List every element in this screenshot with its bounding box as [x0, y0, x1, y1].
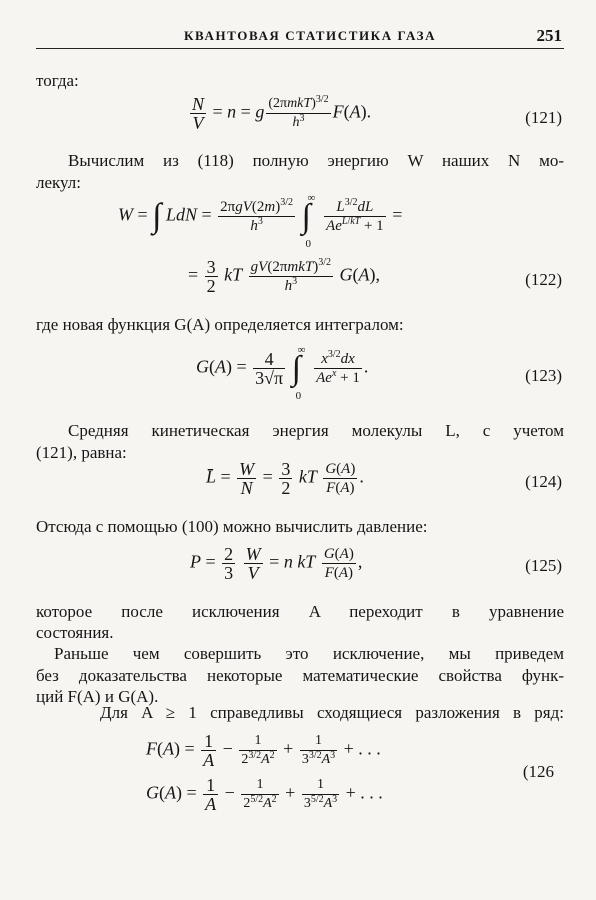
equation-122-line1: W = ∫ LdN = $\frac{2\pi gV(2m)^{3/2}}{h^3}$ ∫ ∞ 0 $\frac{L^{3/2}dL}{Ae^{L/kT} + 1}$ =: [118, 191, 403, 250]
paragraph-mean-energy-line2: (121), равна:: [36, 443, 127, 462]
equation-123: G(A) = $\frac{4}{3√\pi}$ ∫ ∞ 0 $\frac{x^{3/2}dx}{Ae^x + 1}$ .: [196, 343, 369, 402]
header-title: КВАНТОВАЯ СТАТИСТИКА ГАЗА: [184, 28, 437, 43]
equation-126-G: G(A) = $\frac{1}{A}$ − $\frac{1}{2^{5/2}A^2}$ + $\frac{1}{3^{5/2}A^3}$ + . . .: [146, 775, 383, 814]
equation-number-125: (125): [525, 556, 562, 575]
page-number: 251: [536, 26, 562, 45]
equation-126-F: F(A) = $\frac{1}{A}$ − $\frac{1}{2^{3/2}A^2}$ + $\frac{1}{3^{3/2}A^3}$ + . . .: [146, 731, 381, 770]
paragraph-elimination-line2: состояния.: [36, 623, 114, 642]
equation-number-123: (123): [525, 366, 562, 385]
paragraph-properties-line2: без доказательства некоторые математические свойства функ-: [36, 666, 564, 685]
paragraph-new-function: где новая функция G(A) определяется интегралом:: [36, 315, 404, 334]
paragraph-properties-line3: ций F(A) и G(A).: [36, 687, 159, 706]
equation-number-124: (124): [525, 472, 562, 491]
paragraph-elimination-line1: которое после исключения A переходит в уравнение: [36, 602, 564, 621]
equation-121: $\frac{N}{V}$ = n = g $\frac{(2\pi mkT)^{3/2}}{h^3}$ F(A).: [192, 94, 372, 133]
running-header: [36, 26, 564, 49]
paragraph-energy-line2: лекул:: [36, 173, 82, 192]
equation-number-122: (122): [525, 270, 562, 289]
paragraph-pressure: Отсюда с помощью (100) можно вычислить давление:: [36, 517, 428, 536]
paragraph-properties-line1: Раньше чем совершить это исключение, мы приведем: [54, 644, 564, 663]
equation-number-121: (121): [525, 108, 562, 127]
paragraph-series: Для A ≥ 1 справедливы сходящиеся разложения в ряд:: [100, 703, 564, 722]
equation-124: L̄ = $\frac{W}{N}$ = $\frac{3}{2}$ kT $\frac{G(A)}{F(A)}$ .: [206, 459, 364, 498]
paragraph-mean-energy-line1: Средняя кинетическая энергия молекулы L, с учетом: [68, 421, 564, 440]
equation-number-126: (126: [522, 762, 554, 781]
paragraph-then: тогда:: [36, 71, 79, 90]
paragraph-energy-line1: Вычислим из (118) полную энергию W наших N мо-: [68, 151, 564, 170]
equation-122-line2: = $\frac{3}{2}$ kT $\frac{gV(2\pi mkT)^{3/2}}{h^3}$ G(A),: [188, 257, 381, 296]
equation-125: P = $\frac{2}{3}$ $\frac{W}{V}$ = n kT $\frac{G(A)}{F(A)}$ ,: [190, 544, 363, 583]
